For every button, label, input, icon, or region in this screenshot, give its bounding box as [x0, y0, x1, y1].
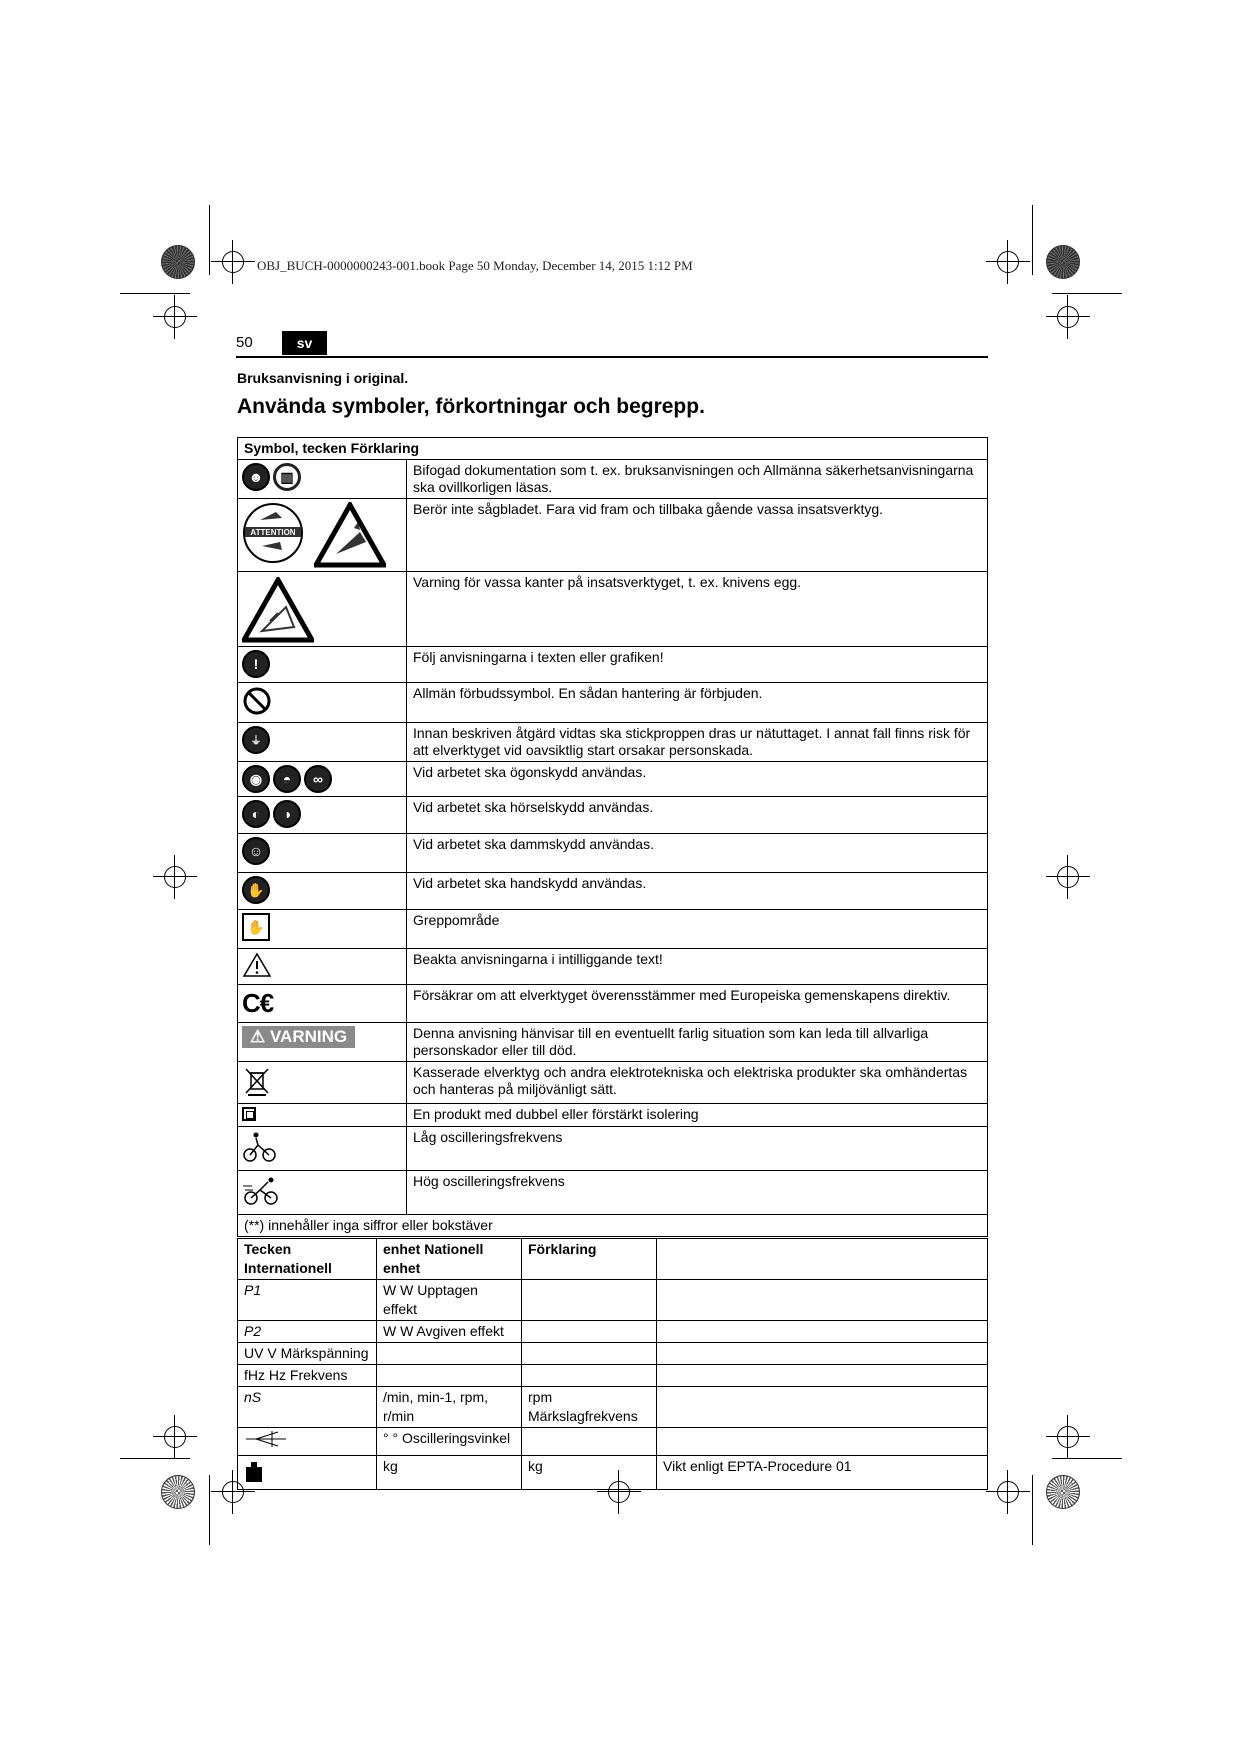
symbol-cell — [238, 572, 407, 647]
explanation-cell: Vid arbetet ska ögonskydd användas. — [407, 762, 988, 797]
units-table — [237, 1238, 988, 1490]
table-row — [238, 762, 988, 797]
goggles-icon: ∞ — [304, 765, 332, 793]
explanation-cell: Låg oscilleringsfrekvens — [407, 1127, 988, 1171]
explanation-cell — [657, 1365, 988, 1387]
crosshair-mark — [997, 251, 1019, 273]
symbol-cell: fHz Hz Frekvens — [238, 1365, 377, 1387]
crop-line — [1032, 1475, 1033, 1545]
table-row — [238, 683, 988, 723]
crosshair-mark — [164, 866, 186, 888]
symbol-cell — [238, 985, 407, 1023]
table-row — [238, 723, 988, 762]
fast-bicycle-icon — [242, 1174, 282, 1208]
unit-cell: rpm Märkslagfrekvens — [522, 1387, 657, 1428]
units-header-cell: Tecken Internationell — [238, 1239, 377, 1280]
unplug-icon: ⏚ — [242, 726, 270, 754]
symbol-cell — [238, 499, 407, 572]
symbols-table — [237, 437, 988, 1237]
unit-cell — [522, 1428, 657, 1456]
svg-text:ATTENTION: ATTENTION — [250, 528, 296, 537]
symbol-cell — [238, 1127, 407, 1171]
crop-line — [1052, 293, 1122, 294]
crosshair-mark — [997, 1481, 1019, 1503]
table-row — [238, 572, 988, 647]
explanation-cell: En produkt med dubbel eller förstärkt isolering — [407, 1104, 988, 1127]
table-row — [238, 949, 988, 985]
registration-fan-bottom-left — [161, 1475, 195, 1509]
symbol-cell: UV V Märkspänning — [238, 1343, 377, 1365]
page-title: Använda symboler, förkortningar och begrepp. — [237, 395, 705, 418]
crop-line — [209, 205, 210, 275]
explanation-cell: Vid arbetet ska hörselskydd användas. — [407, 797, 988, 834]
explanation-cell: Denna anvisning hänvisar till en eventuellt farlig situation som kan leda till allvarliga personskador eller till död. — [407, 1023, 988, 1062]
table-row — [238, 834, 988, 873]
page-number: 50 — [236, 334, 253, 351]
warning-blade-triangle-icon — [314, 502, 386, 568]
table-row — [238, 1062, 988, 1104]
table-row — [238, 910, 988, 949]
symbol-cell: nS — [238, 1387, 377, 1428]
symbol-cell — [238, 910, 407, 949]
explanation-cell: Bifogad dokumentation som t. ex. bruksanvisningen och Allmänna säkerhetsanvisningarna ska ovillkorligen läsas. — [407, 460, 988, 499]
crosshair-mark — [164, 306, 186, 328]
unit-cell — [522, 1365, 657, 1387]
gloves-icon: ✋ — [242, 876, 270, 904]
symbol-cell — [238, 1428, 377, 1456]
explanation-cell: Följ anvisningarna i texten eller grafiken! — [407, 647, 988, 683]
table-row — [238, 1343, 988, 1365]
table-row — [238, 873, 988, 910]
table-row — [238, 1127, 988, 1171]
explanation-cell: Vid arbetet ska handskydd användas. — [407, 873, 988, 910]
symbol-cell — [238, 949, 407, 985]
book-icon: ▥ — [273, 463, 301, 491]
eye-protection-icon: ◉ — [242, 765, 270, 793]
ce-mark-icon: C€ — [242, 988, 274, 1018]
units-header-cell — [657, 1239, 988, 1280]
table-row — [238, 499, 988, 572]
face-shield-icon: ◓ — [273, 765, 301, 793]
weee-bin-icon — [242, 1065, 272, 1097]
symbol-cell — [238, 1171, 407, 1215]
explanation-cell: Vikt enligt EPTA-Procedure 01 — [657, 1456, 988, 1490]
exclamation-icon: ! — [242, 650, 270, 678]
explanation-cell: Vid arbetet ska dammskydd användas. — [407, 834, 988, 873]
double-insulation-icon — [242, 1107, 256, 1121]
oscillation-angle-icon — [244, 1429, 288, 1449]
crop-line — [209, 1475, 210, 1545]
table-row — [238, 647, 988, 683]
crop-line — [1052, 1458, 1122, 1459]
slow-bicycle-icon — [242, 1130, 278, 1164]
symbol-cell — [238, 762, 407, 797]
explanation-cell: Hög oscilleringsfrekvens — [407, 1171, 988, 1215]
ear-muffs-icon: ◑ — [273, 800, 301, 828]
footnote: (**) innehåller inga siffror eller bokstäver — [238, 1215, 988, 1237]
subtitle: Bruksanvisning i original. — [237, 370, 409, 386]
attention-blade-icon — [242, 502, 304, 564]
symbol-cell — [238, 683, 407, 723]
header-rule — [236, 356, 988, 358]
unit-cell: ° ° Oscilleringsvinkel — [377, 1428, 522, 1456]
sharp-edge-warning-icon — [242, 577, 314, 643]
table-row — [238, 1456, 988, 1490]
table-row — [238, 1171, 988, 1215]
table-row — [238, 460, 988, 499]
weight-icon — [244, 1461, 264, 1483]
explanation-cell: Greppområde — [407, 910, 988, 949]
prohibition-icon — [242, 686, 272, 716]
table-row — [238, 797, 988, 834]
unit-cell — [522, 1280, 657, 1321]
explanation-cell — [657, 1387, 988, 1428]
symbol-cell — [238, 1104, 407, 1127]
dust-mask-icon: ☺ — [242, 837, 270, 865]
registration-fan-top-right — [1046, 245, 1080, 279]
unit-cell — [377, 1365, 522, 1387]
table-row — [238, 1365, 988, 1387]
caution-triangle-icon — [242, 952, 272, 978]
language-tag: sv — [282, 331, 327, 355]
table-row — [238, 1023, 988, 1062]
book-header: OBJ_BUCH-0000000243-001.book Page 50 Monday, December 14, 2015 1:12 PM — [257, 258, 693, 273]
symbol-cell — [238, 834, 407, 873]
table-row — [238, 1387, 988, 1428]
table-row — [238, 985, 988, 1023]
explanation-cell: Innan beskriven åtgärd vidtas ska stickproppen dras ur nätuttaget. I annat fall finns risk för att elverktyget vid oavsiktlig start orsakar personskada. — [407, 723, 988, 762]
units-header-cell: Förklaring — [522, 1239, 657, 1280]
symbol-cell — [238, 723, 407, 762]
explanation-cell: Allmän förbudssymbol. En sådan hantering är förbjuden. — [407, 683, 988, 723]
explanation-cell: Kasserade elverktyg och andra elektrotekniska och elektriska produkter ska omhändertas och hanteras på miljövänligt sätt. — [407, 1062, 988, 1104]
explanation-cell: Berör inte sågbladet. Fara vid fram och tillbaka gående vassa insatsverktyg. — [407, 499, 988, 572]
explanation-cell — [657, 1343, 988, 1365]
symbol-cell — [238, 1456, 377, 1490]
symbol-cell — [238, 460, 407, 499]
table-header-row — [238, 438, 988, 460]
explanation-cell — [657, 1428, 988, 1456]
varning-label-icon: ⚠ VARNING — [242, 1026, 355, 1048]
symbols-table-header: Symbol, tecken Förklaring — [238, 438, 988, 460]
crop-line — [120, 1458, 190, 1459]
symbol-cell — [238, 1062, 407, 1104]
unit-cell: kg — [522, 1456, 657, 1490]
explanation-cell — [657, 1321, 988, 1343]
unit-cell — [522, 1343, 657, 1365]
grip-area-icon: ✋ — [242, 913, 270, 941]
explanation-cell — [657, 1280, 988, 1321]
read-manual-icon: ☻ — [242, 463, 270, 491]
explanation-cell: Beakta anvisningarna i intilliggande text! — [407, 949, 988, 985]
unit-cell — [522, 1321, 657, 1343]
crosshair-mark — [164, 1426, 186, 1448]
explanation-cell: Varning för vassa kanter på insatsverktyget, t. ex. knivens egg. — [407, 572, 988, 647]
symbol-cell: P1 — [238, 1280, 377, 1321]
explanation-cell: Försäkrar om att elverktyget överensstämmer med Europeiska gemenskapens direktiv. — [407, 985, 988, 1023]
crosshair-mark — [1057, 866, 1079, 888]
ear-protection-icon: ◐ — [242, 800, 270, 828]
registration-fan-top-left — [161, 245, 195, 279]
crosshair-mark — [1057, 1426, 1079, 1448]
units-header-cell: enhet Nationell enhet — [377, 1239, 522, 1280]
symbol-cell — [238, 1023, 407, 1062]
table-row — [238, 1104, 988, 1127]
unit-cell: W W Avgiven effekt — [377, 1321, 522, 1343]
unit-cell: kg — [377, 1456, 522, 1490]
varning-label-text: VARNING — [269, 1027, 348, 1046]
symbol-cell — [238, 873, 407, 910]
unit-cell — [377, 1343, 522, 1365]
crosshair-mark — [222, 251, 244, 273]
symbol-cell — [238, 797, 407, 834]
table-row — [238, 1428, 988, 1456]
unit-cell: W W Upptagen effekt — [377, 1280, 522, 1321]
symbol-cell: P2 — [238, 1321, 377, 1343]
unit-cell: /min, min-1, rpm, r/min — [377, 1387, 522, 1428]
table-row — [238, 1321, 988, 1343]
table-header-row — [238, 1239, 988, 1280]
table-footnote-row — [238, 1215, 988, 1237]
crosshair-mark — [1057, 306, 1079, 328]
crop-line — [1032, 205, 1033, 275]
registration-fan-bottom-right — [1046, 1475, 1080, 1509]
table-row — [238, 1280, 988, 1321]
symbol-cell — [238, 647, 407, 683]
crop-line — [120, 293, 190, 294]
